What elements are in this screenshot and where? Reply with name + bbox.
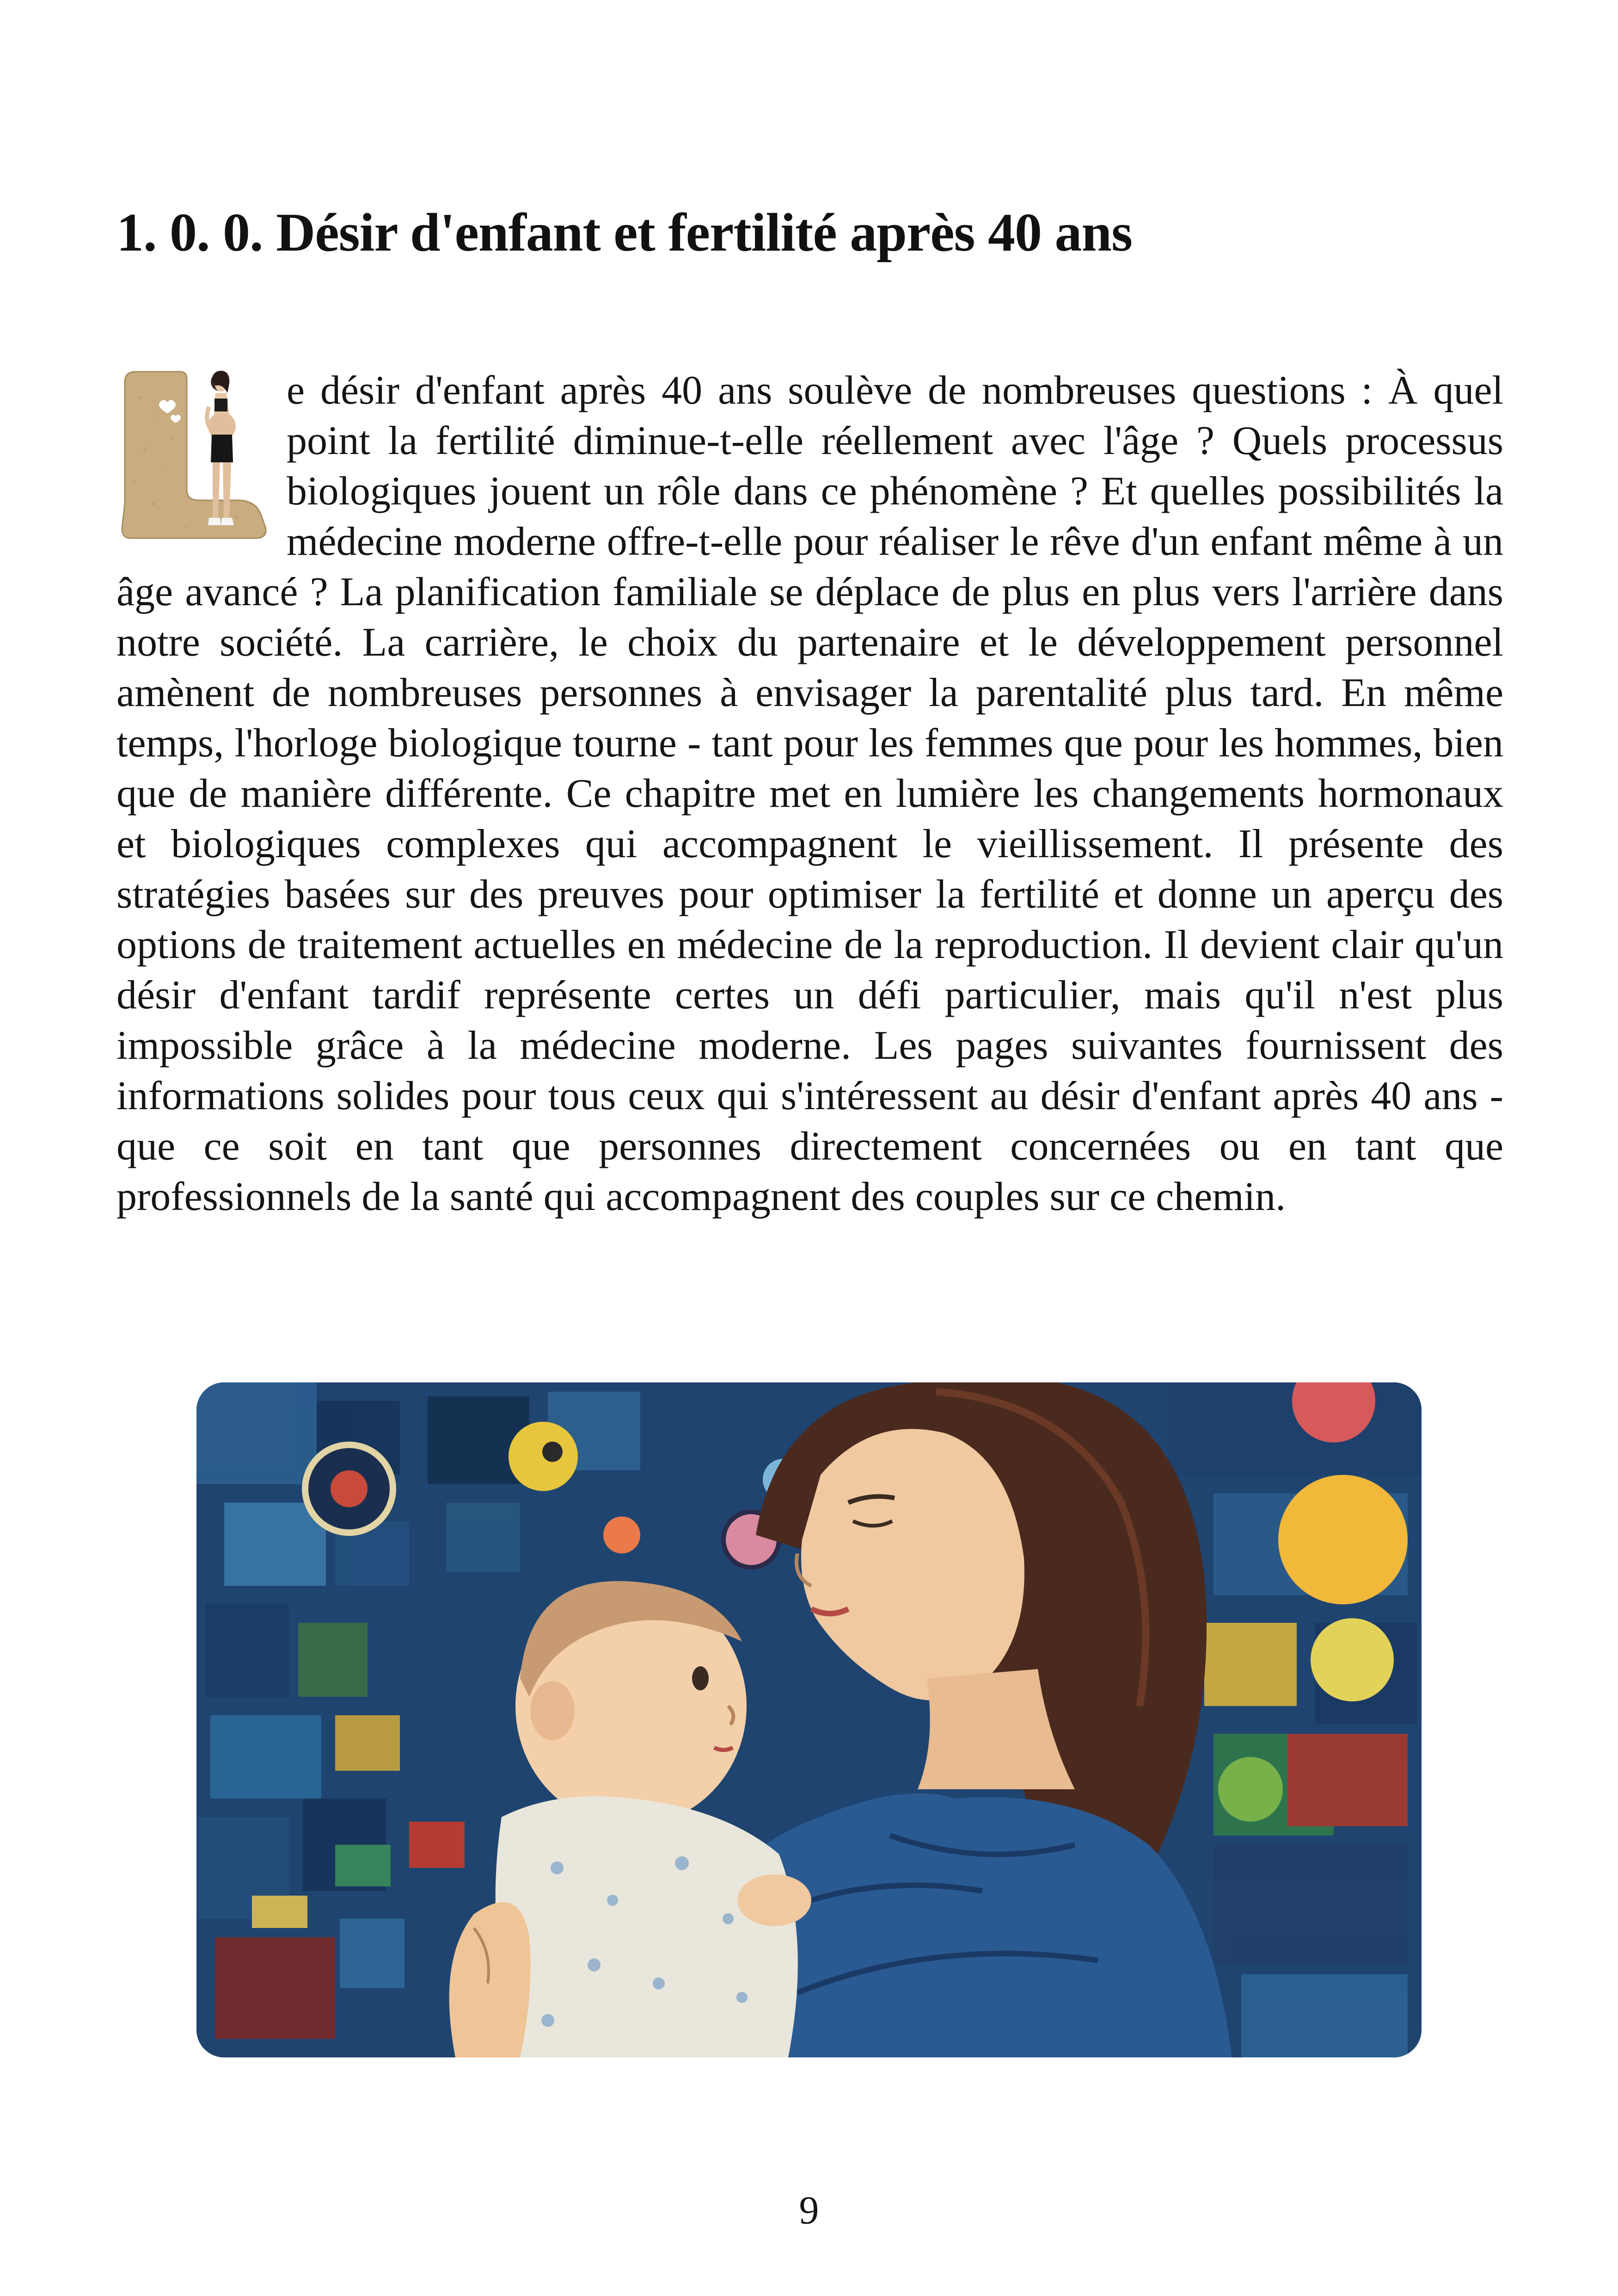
body-block	[116, 365, 1503, 1222]
page-title: 1. 0. 0. Désir d'enfant et fertilité après 40 ans	[116, 202, 1133, 263]
mother-baby-illustration	[196, 1382, 1422, 2057]
drop-cap-illustration	[116, 365, 274, 546]
body-paragraph: e désir d'enfant après 40 ans soulève de nombreuses questions : À quel point la fertilité diminue-t-elle réellement avec l'âge ? Quels processus biologiques jouent un rôle dans ce phénomène ? Et quelles possibilités la médecine moderne offre-t-elle pour réaliser le rêve d'un enfant même à un âge avancé ? La planification familiale se déplace de plus en plus vers l'arrière dans notre société. La carrière, le choix du partenaire et le développement personnel amènent de nombreuses personnes à envisager la parentalité plus tard. En même temps, l'horloge biologique tourne - tant pour les femmes que pour les hommes, bien que de manière différente. Ce chapitre met en lumière les changements hormonaux et biologiques complexes qui accompagnent le vieillissement. Il présente des stratégies basées sur des preuves pour optimiser la fertilité et donne un aperçu des options de traitement actuelles en médecine de la reproduction. Il devient clair qu'un désir d'enfant tardif représente certes un défi particulier, mais qu'il n'est plus impossible grâce à la médecine moderne. Les pages suivantes fournissent des informations solides pour tous ceux qui s'intéressent au désir d'enfant après 40 ans - que ce soit en tant que personnes directement concernées ou en tant que professionnels de la santé qui accompagnent des couples sur ce chemin.	[116, 368, 1503, 1219]
page-number: 9	[799, 2188, 819, 2232]
